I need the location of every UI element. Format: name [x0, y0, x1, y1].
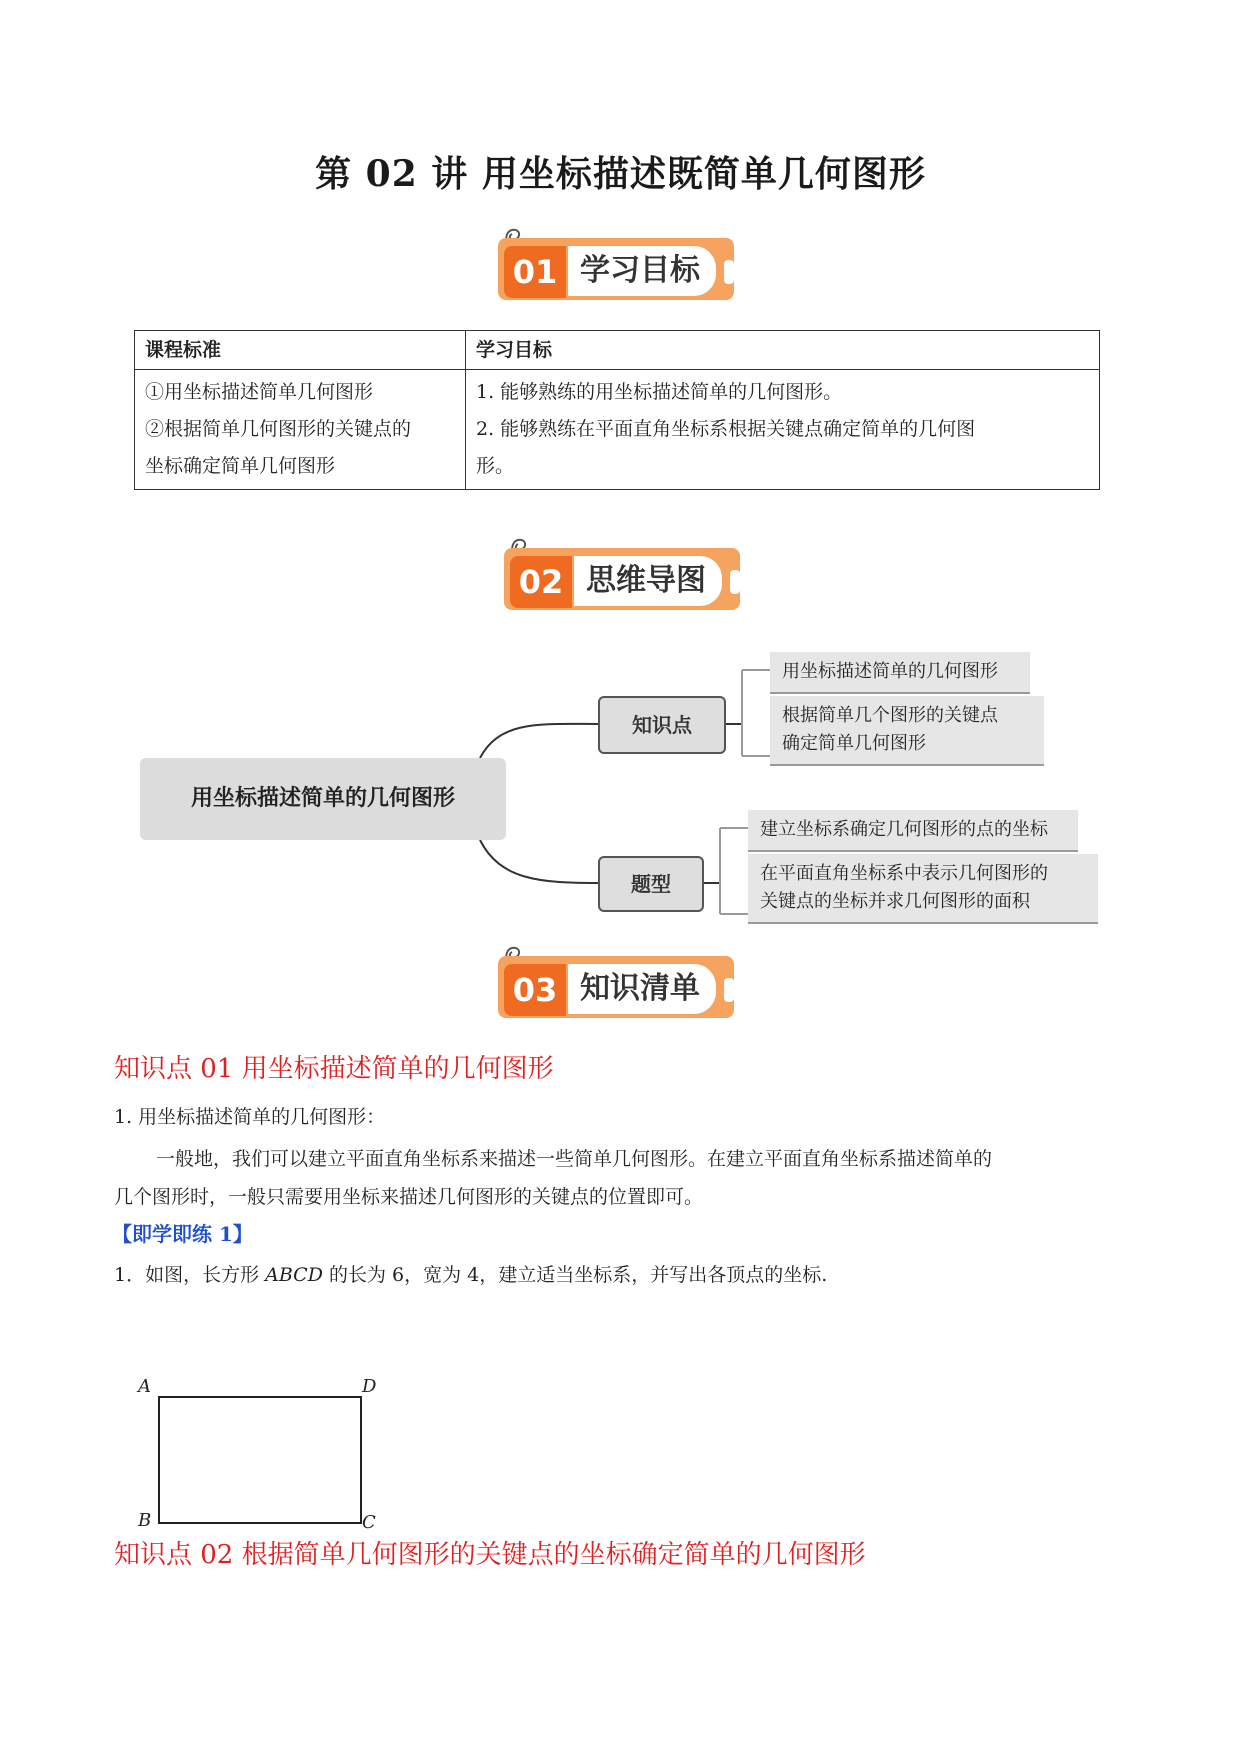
knowledge-point-heading: 知识点 01 用坐标描述简单的几何图形 [114, 1054, 554, 1084]
section-number: 03 [504, 964, 566, 1016]
page-title: 第 02 讲 用坐标描述既简单几何图形 [315, 153, 926, 195]
table-cell [135, 370, 466, 490]
table-line: 2. 能够熟练在平面直角坐标系根据关键点确定简单的几何图 [476, 418, 976, 440]
rectangle-figure [158, 1396, 362, 1524]
mindmap-node-question-type: 题型 [598, 856, 704, 912]
mindmap-node-knowledge: 知识点 [598, 696, 726, 754]
table-line: 形。 [476, 455, 515, 477]
knowledge-point-heading: 知识点 02 根据简单几何图形的关键点的坐标确定简单的几何图形 [114, 1540, 866, 1570]
section-badge-01 [498, 226, 738, 298]
table-header: 学习目标 [466, 331, 1100, 370]
section-label: 学习目标 [568, 246, 716, 296]
vertex-label-c: C [362, 1512, 376, 1533]
mindmap-leaf: 建立坐标系确定几何图形的点的坐标 [748, 810, 1078, 852]
mindmap-center: 用坐标描述简单的几何图形 [140, 758, 506, 840]
table-line: 1. 能够熟练的用坐标描述简单的几何图形。 [476, 381, 843, 403]
section-badge-03 [498, 944, 738, 1016]
paragraph-line: 一般地，我们可以建立平面直角坐标系来描述一些简单几何图形。在建立平面直角坐标系描述简单的 [156, 1148, 993, 1170]
vertex-label-a: A [138, 1376, 151, 1397]
paragraph-line: 几个图形时，一般只需要用坐标来描述几何图形的关键点的位置即可。 [114, 1186, 704, 1208]
exercise-question [114, 1256, 827, 1294]
table-line: ②根据简单几何图形的关键点的 [145, 418, 412, 440]
vertex-label-d: D [362, 1376, 377, 1397]
question-text: 1．如图，长方形 [114, 1264, 260, 1286]
table-header: 课程标准 [135, 331, 466, 370]
mindmap-leaf: 用坐标描述简单的几何图形 [770, 652, 1030, 694]
vertex-label-b: B [138, 1510, 152, 1531]
goals-table [134, 330, 1100, 490]
section-number: 01 [504, 246, 566, 298]
table-cell [466, 370, 1100, 490]
exercise-heading: 【即学即练 1】 [112, 1222, 253, 1246]
mindmap-leaf: 根据简单几个图形的关键点 确定简单几何图形 [770, 696, 1044, 766]
section-badge-02 [504, 536, 744, 608]
section-number: 02 [510, 556, 572, 608]
question-shape-name: ABCD [265, 1264, 323, 1286]
section-label: 知识清单 [568, 964, 716, 1014]
table-line: ①用坐标描述简单几何图形 [145, 381, 374, 403]
question-text: 的长为 6，宽为 4，建立适当坐标系，并写出各顶点的坐标. [329, 1264, 828, 1286]
section-label: 思维导图 [574, 556, 722, 606]
mindmap-leaf: 在平面直角坐标系中表示几何图形的 关键点的坐标并求几何图形的面积 [748, 854, 1098, 924]
knowledge-subheading: 1. 用坐标描述简单的几何图形： [114, 1106, 386, 1128]
table-line: 坐标确定简单几何图形 [145, 455, 336, 477]
